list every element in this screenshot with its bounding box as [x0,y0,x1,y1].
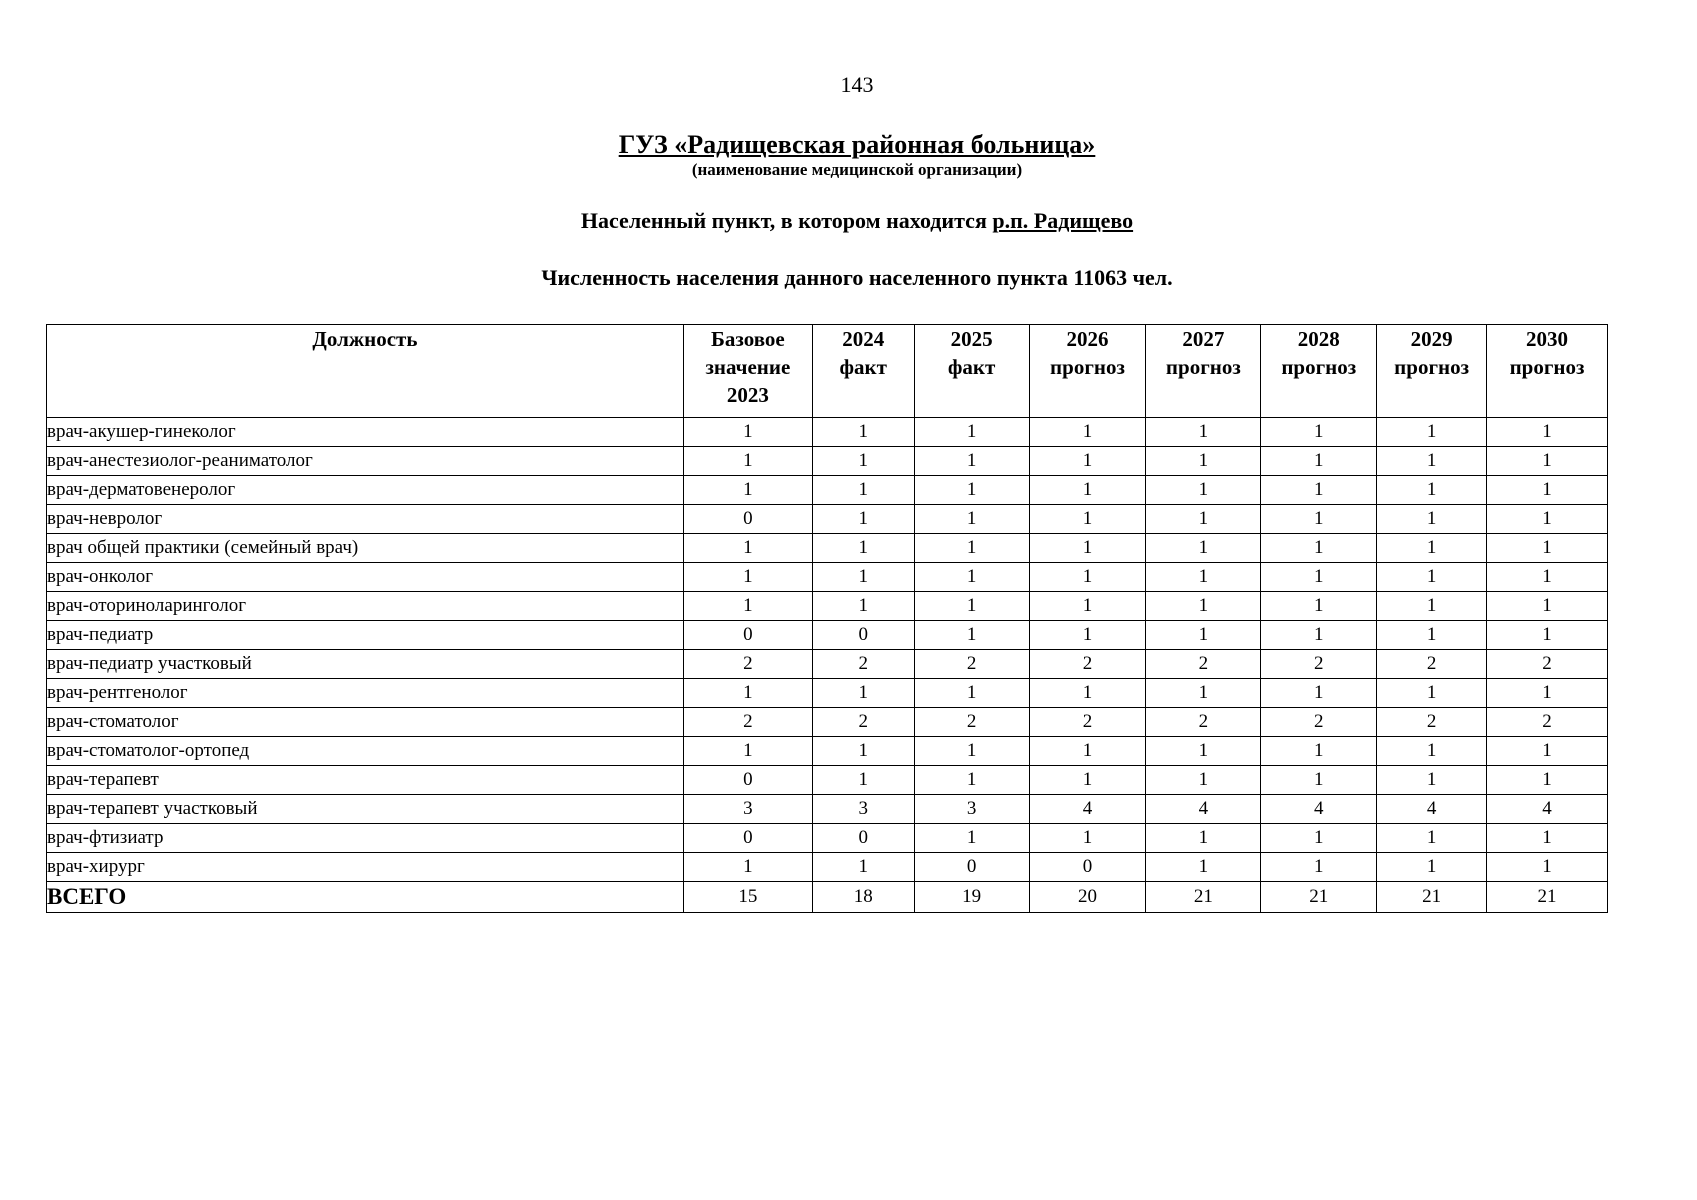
value-cell: 2 [914,708,1029,737]
table-row [47,650,1608,679]
table-row [47,621,1608,650]
table-row [47,795,1608,824]
value-cell: 1 [914,476,1029,505]
value-cell: 1 [914,621,1029,650]
value-cell: 3 [683,795,812,824]
value-cell: 1 [1487,418,1608,447]
value-cell: 1 [914,592,1029,621]
value-cell: 1 [1029,418,1146,447]
value-cell: 1 [1146,505,1261,534]
value-cell: 15 [683,882,812,913]
value-cell: 2 [1261,650,1377,679]
value-cell: 1 [1377,853,1487,882]
value-cell: 1 [812,853,914,882]
value-cell: 3 [812,795,914,824]
value-cell: 2 [1261,708,1377,737]
value-cell: 2 [1029,650,1146,679]
table-row [47,679,1608,708]
value-cell: 1 [1487,621,1608,650]
value-cell: 1 [914,534,1029,563]
value-cell: 1 [1487,824,1608,853]
value-cell: 3 [914,795,1029,824]
value-cell: 1 [1261,563,1377,592]
value-cell: 1 [1487,766,1608,795]
position-cell: врач-дерматовенеролог [47,476,684,505]
value-cell: 1 [683,563,812,592]
value-cell: 1 [1261,737,1377,766]
value-cell: 0 [812,824,914,853]
value-cell: 2 [914,650,1029,679]
value-cell: 1 [1261,766,1377,795]
value-cell: 1 [1487,737,1608,766]
value-cell: 1 [1146,447,1261,476]
organization-block [0,130,1697,180]
table-row [47,824,1608,853]
value-cell: 21 [1146,882,1261,913]
value-cell: 4 [1377,795,1487,824]
table-row [47,766,1608,795]
value-cell: 1 [1261,447,1377,476]
value-cell: 1 [1146,679,1261,708]
value-cell: 1 [914,766,1029,795]
position-cell: врач-оториноларинголог [47,592,684,621]
value-cell: 1 [1377,505,1487,534]
value-cell: 1 [683,418,812,447]
header-2024: 2024 факт [812,325,914,418]
value-cell: 0 [683,766,812,795]
value-cell: 1 [1261,476,1377,505]
value-cell: 21 [1261,882,1377,913]
value-cell: 1 [1261,534,1377,563]
table-row [47,447,1608,476]
table-row [47,534,1608,563]
value-cell: 0 [683,505,812,534]
value-cell: 1 [1146,737,1261,766]
value-cell: 1 [812,418,914,447]
value-cell: 1 [1261,824,1377,853]
table-row [47,853,1608,882]
position-cell: врач-рентгенолог [47,679,684,708]
value-cell: 1 [1261,505,1377,534]
position-cell: врач-стоматолог-ортопед [47,737,684,766]
position-cell: врач-онколог [47,563,684,592]
value-cell: 1 [1029,737,1146,766]
value-cell: 1 [1487,447,1608,476]
value-cell: 4 [1029,795,1146,824]
value-cell: 1 [914,447,1029,476]
value-cell: 1 [1487,563,1608,592]
position-cell: врач-фтизиатр [47,824,684,853]
value-cell: 1 [1029,563,1146,592]
position-cell: врач-невролог [47,505,684,534]
value-cell: 1 [683,592,812,621]
value-cell: 1 [1377,563,1487,592]
value-cell: 1 [914,418,1029,447]
value-cell: 1 [1377,679,1487,708]
value-cell: 1 [914,824,1029,853]
header-2026: 2026 прогноз [1029,325,1146,418]
header-2030: 2030 прогноз [1487,325,1608,418]
value-cell: 2 [1146,708,1261,737]
value-cell: 1 [812,592,914,621]
table-row [47,563,1608,592]
table-row [47,708,1608,737]
value-cell: 4 [1261,795,1377,824]
value-cell: 1 [1261,621,1377,650]
table-body [47,418,1608,913]
value-cell: 1 [1487,679,1608,708]
value-cell: 1 [1029,447,1146,476]
value-cell: 1 [1487,534,1608,563]
value-cell: 1 [1029,476,1146,505]
value-cell: 1 [683,679,812,708]
organization-caption: (наименование медицинской организации) [691,160,1023,179]
value-cell: 2 [683,708,812,737]
position-cell: врач-стоматолог [47,708,684,737]
value-cell: 1 [1146,563,1261,592]
value-cell: 1 [1261,592,1377,621]
position-cell: врач-акушер-гинеколог [47,418,684,447]
value-cell: 1 [812,737,914,766]
value-cell: 1 [1377,621,1487,650]
header-2029: 2029 прогноз [1377,325,1487,418]
staff-table [46,324,1608,913]
total-label: ВСЕГО [47,882,684,913]
value-cell: 1 [1146,824,1261,853]
value-cell: 21 [1487,882,1608,913]
value-cell: 1 [812,505,914,534]
value-cell: 1 [1487,505,1608,534]
value-cell: 1 [1261,853,1377,882]
value-cell: 1 [1029,592,1146,621]
value-cell: 2 [683,650,812,679]
value-cell: 1 [1146,766,1261,795]
settlement-prefix: Населенный пункт, в котором находится [580,208,987,233]
value-cell: 18 [812,882,914,913]
total-row [47,882,1608,913]
settlement-name: р.п. Радищево [992,208,1134,233]
value-cell: 2 [1377,650,1487,679]
value-cell: 0 [914,853,1029,882]
value-cell: 19 [914,882,1029,913]
value-cell: 1 [1029,766,1146,795]
value-cell: 1 [1029,621,1146,650]
value-cell: 1 [1029,824,1146,853]
value-cell: 1 [1487,476,1608,505]
value-cell: 1 [812,447,914,476]
value-cell: 0 [1029,853,1146,882]
value-cell: 2 [1377,708,1487,737]
value-cell: 1 [1261,418,1377,447]
value-cell: 1 [1377,592,1487,621]
value-cell: 1 [1146,621,1261,650]
value-cell: 4 [1487,795,1608,824]
value-cell: 21 [1377,882,1487,913]
value-cell: 1 [683,476,812,505]
page-number: 143 [840,72,874,97]
value-cell: 1 [1029,505,1146,534]
value-cell: 1 [1377,476,1487,505]
value-cell: 1 [1487,853,1608,882]
value-cell: 20 [1029,882,1146,913]
value-cell: 1 [1146,418,1261,447]
header-2027: 2027 прогноз [1146,325,1261,418]
value-cell: 0 [683,621,812,650]
population-line: Численность населения данного населенного пункта 11063 чел. [541,265,1173,290]
position-cell: врач-педиатр участковый [47,650,684,679]
table-row [47,476,1608,505]
header-base-value: Базовое значение 2023 [683,325,812,418]
header-2028: 2028 прогноз [1261,325,1377,418]
table-row [47,592,1608,621]
table-header-row [47,325,1608,418]
value-cell: 4 [1146,795,1261,824]
value-cell: 1 [1029,679,1146,708]
value-cell: 1 [683,737,812,766]
position-cell: врач-анестезиолог-реаниматолог [47,447,684,476]
table-row [47,505,1608,534]
value-cell: 2 [1487,708,1608,737]
value-cell: 2 [1146,650,1261,679]
value-cell: 2 [1029,708,1146,737]
value-cell: 1 [1146,476,1261,505]
table-row [47,737,1608,766]
value-cell: 1 [1146,853,1261,882]
value-cell: 1 [812,476,914,505]
value-cell: 1 [1146,534,1261,563]
settlement-line [0,208,1697,234]
position-cell: врач-терапевт участковый [47,795,684,824]
position-cell: врач общей практики (семейный врач) [47,534,684,563]
value-cell: 1 [1377,418,1487,447]
value-cell: 1 [1146,592,1261,621]
value-cell: 0 [812,621,914,650]
value-cell: 1 [1377,766,1487,795]
value-cell: 1 [1377,447,1487,476]
value-cell: 1 [1377,534,1487,563]
value-cell: 2 [812,708,914,737]
value-cell: 1 [1377,824,1487,853]
value-cell: 1 [1487,592,1608,621]
value-cell: 1 [1029,534,1146,563]
value-cell: 1 [683,853,812,882]
value-cell: 2 [1487,650,1608,679]
header-2025: 2025 факт [914,325,1029,418]
table-row [47,418,1608,447]
value-cell: 2 [812,650,914,679]
value-cell: 1 [914,737,1029,766]
value-cell: 1 [812,563,914,592]
value-cell: 1 [914,563,1029,592]
value-cell: 1 [812,766,914,795]
organization-name: ГУЗ «Радищевская районная больница» [618,130,1096,159]
value-cell: 1 [812,679,914,708]
value-cell: 1 [914,505,1029,534]
value-cell: 1 [914,679,1029,708]
position-cell: врач-хирург [47,853,684,882]
value-cell: 1 [683,447,812,476]
value-cell: 1 [812,534,914,563]
header-position: Должность [47,325,684,418]
position-cell: врач-терапевт [47,766,684,795]
position-cell: врач-педиатр [47,621,684,650]
value-cell: 1 [1261,679,1377,708]
value-cell: 0 [683,824,812,853]
value-cell: 1 [1377,737,1487,766]
value-cell: 1 [683,534,812,563]
